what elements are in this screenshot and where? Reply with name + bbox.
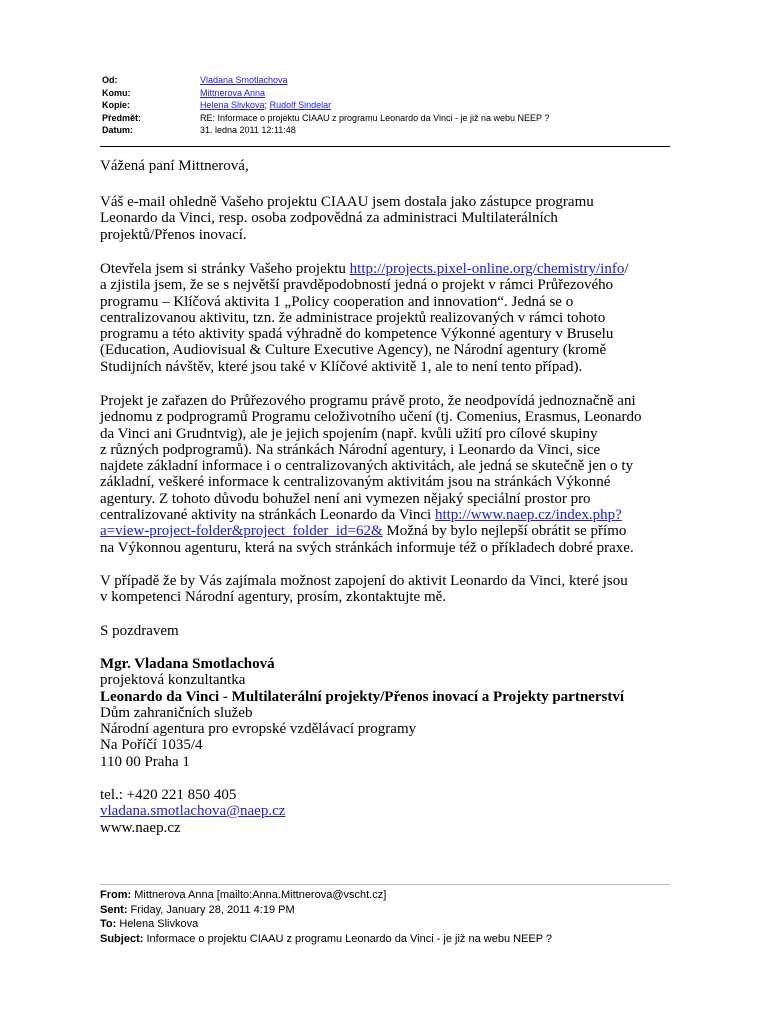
paragraph-4: V případě že by Vás zajímala možnost zapojení do aktivit Leonardo da Vinci, které jsou v kompetenci Národní agentury, prosím, zkontaktujte mě. [100,573,628,606]
naep-link-part-1[interactable]: http://www.naep.cz/index.php? [434,507,622,524]
from-label: Od: [102,75,118,85]
signature-block [100,656,680,770]
signature-web: www.naep.cz [100,819,181,836]
subject-value: RE: Informace o projektu CIAAU z programu Leonardo da Vinci - je již na webu NEEP ? [200,112,550,123]
fwd-subject-value: Informace o projektu CIAAU z programu Leonardo da Vinci - je již na webu NEEP ? [143,932,553,945]
fwd-from-label: From: [100,889,132,901]
signature-org: Dům zahraničních služeb [100,704,253,721]
header-row-to [102,87,672,100]
project-link[interactable]: http://projects.pixel-online.org/chemistry/info [349,261,625,277]
cc-label: Kopie: [102,100,130,110]
date-value: 31. ledna 2011 12:11:48 [200,125,296,135]
paragraph-1: Váš e-mail ohledně Vašeho projektu CIAAU jsem dostala jako zástupce programu Leonardo da Vinci, resp. osoba zodpovědná za administraci Multilaterálních projektů/Přenos inovací. [100,194,594,243]
signature-name: Mgr. Vladana Smotlachová [100,656,275,672]
closing: S pozdravem [100,623,179,639]
fwd-sent-value: Friday, January 28, 2011 4:19 PM [127,903,295,916]
date-label: Datum: [102,125,133,135]
signature-email-link[interactable]: vladana.smotlachova@naep.cz [100,803,286,820]
signature-role: projektová konzultantka [100,672,246,689]
to-label: Komu: [102,87,131,98]
signature-tel: tel.: +420 221 850 405 [100,787,237,803]
cc-link-2[interactable]: Rudolf Sindelar [269,100,332,110]
cc-link-1[interactable]: Helena Slivkova [200,100,265,110]
fwd-sent-label: Sent: [100,903,128,916]
fwd-to-label: To: [100,918,117,930]
header-row-cc [102,99,672,112]
signature-agency: Národní agentura pro evropské vzdělávací programy [100,721,417,738]
fwd-subject-label: Subject: [100,932,144,945]
email-header [102,74,672,137]
greeting: Vážená paní Mittnerová, [100,158,249,174]
header-row-from [102,74,672,87]
signature-city: 110 00 Praha 1 [100,753,190,770]
header-divider [100,146,670,147]
naep-link-part-2[interactable]: a=view-project-folder&project_folder_id=62& [100,523,383,540]
signature-street: Na Poříčí 1035/4 [100,737,203,754]
fwd-to-value: Helena Slivkova [116,918,199,930]
cc-separator: ; [264,100,268,110]
to-link[interactable]: Mittnerova Anna [200,87,266,98]
forwarded-header [100,888,552,946]
from-link[interactable]: Vladana Smotlachova [200,75,288,85]
signature-contact [100,787,680,836]
paragraph-2: Otevřela jsem si stránky Vašeho projektu http://projects.pixel-online.org/chemistry/info/ a zjistila jsem, že se s největší pravděpodobností jedná o projekt v rámci Průřezového programu – Klíčová aktivita 1 „Policy cooperation and innovation“. Jedná se o centralizovanou aktivitu, tzn. že administrace projektů realizovaných v rámci tohoto programu a této aktivity spadá výhradně do kompetence Výkonné agentury v Bruselu (Education, Audiovisual & Culture Executive Agency), ne Národní agentury (kromě Studijních návštěv, které jsou také v Klíčové aktivitě 1, ale to není tento případ). [100,261,629,375]
fwd-from-value: Mittnerova Anna [mailto:Anna.Mittnerova@vscht.cz] [131,889,387,901]
header-row-date [102,124,672,137]
forwarded-divider [100,884,670,885]
header-row-subject [102,112,672,125]
paragraph-3: Projekt je zařazen do Průřezového programu právě proto, že neodpovídá jednoznačně ani jednomu z podprogramů Programu celoživotního učení (tj. Comenius, Erasmus, Leonardo da Vinci ani Grudntvig), ale je jejich spojením (např. kvůli užití pro cílové skupiny z různých podprogramů). Na stránkách Národní agentury, i Leonardo da Vinci, sice najdete základní informace i o centralizovaných aktivitách, ale jedná se skutečně jen o ty základní, veškeré informace k centralizovaným aktivitám jsou na stránkách Výkonné agentury. Z tohoto důvodu bohužel není ani vymezen nějaký speciální prostor pro centralizované aktivity na stránkách Leonardo da Vinci http://www.naep.cz/index.php? a=view-project-folder&project_folder_id=62& Možná by bylo nejlepší obrátit se přímo na Výkonnou agenturu, která na svých stránkách informuje též o příkladech dobré praxe. [100,393,642,556]
subject-label: Předmět: [102,112,142,123]
signature-department: Leonardo da Vinci - Multilaterální projekty/Přenos inovací a Projekty partnerství [100,688,624,705]
